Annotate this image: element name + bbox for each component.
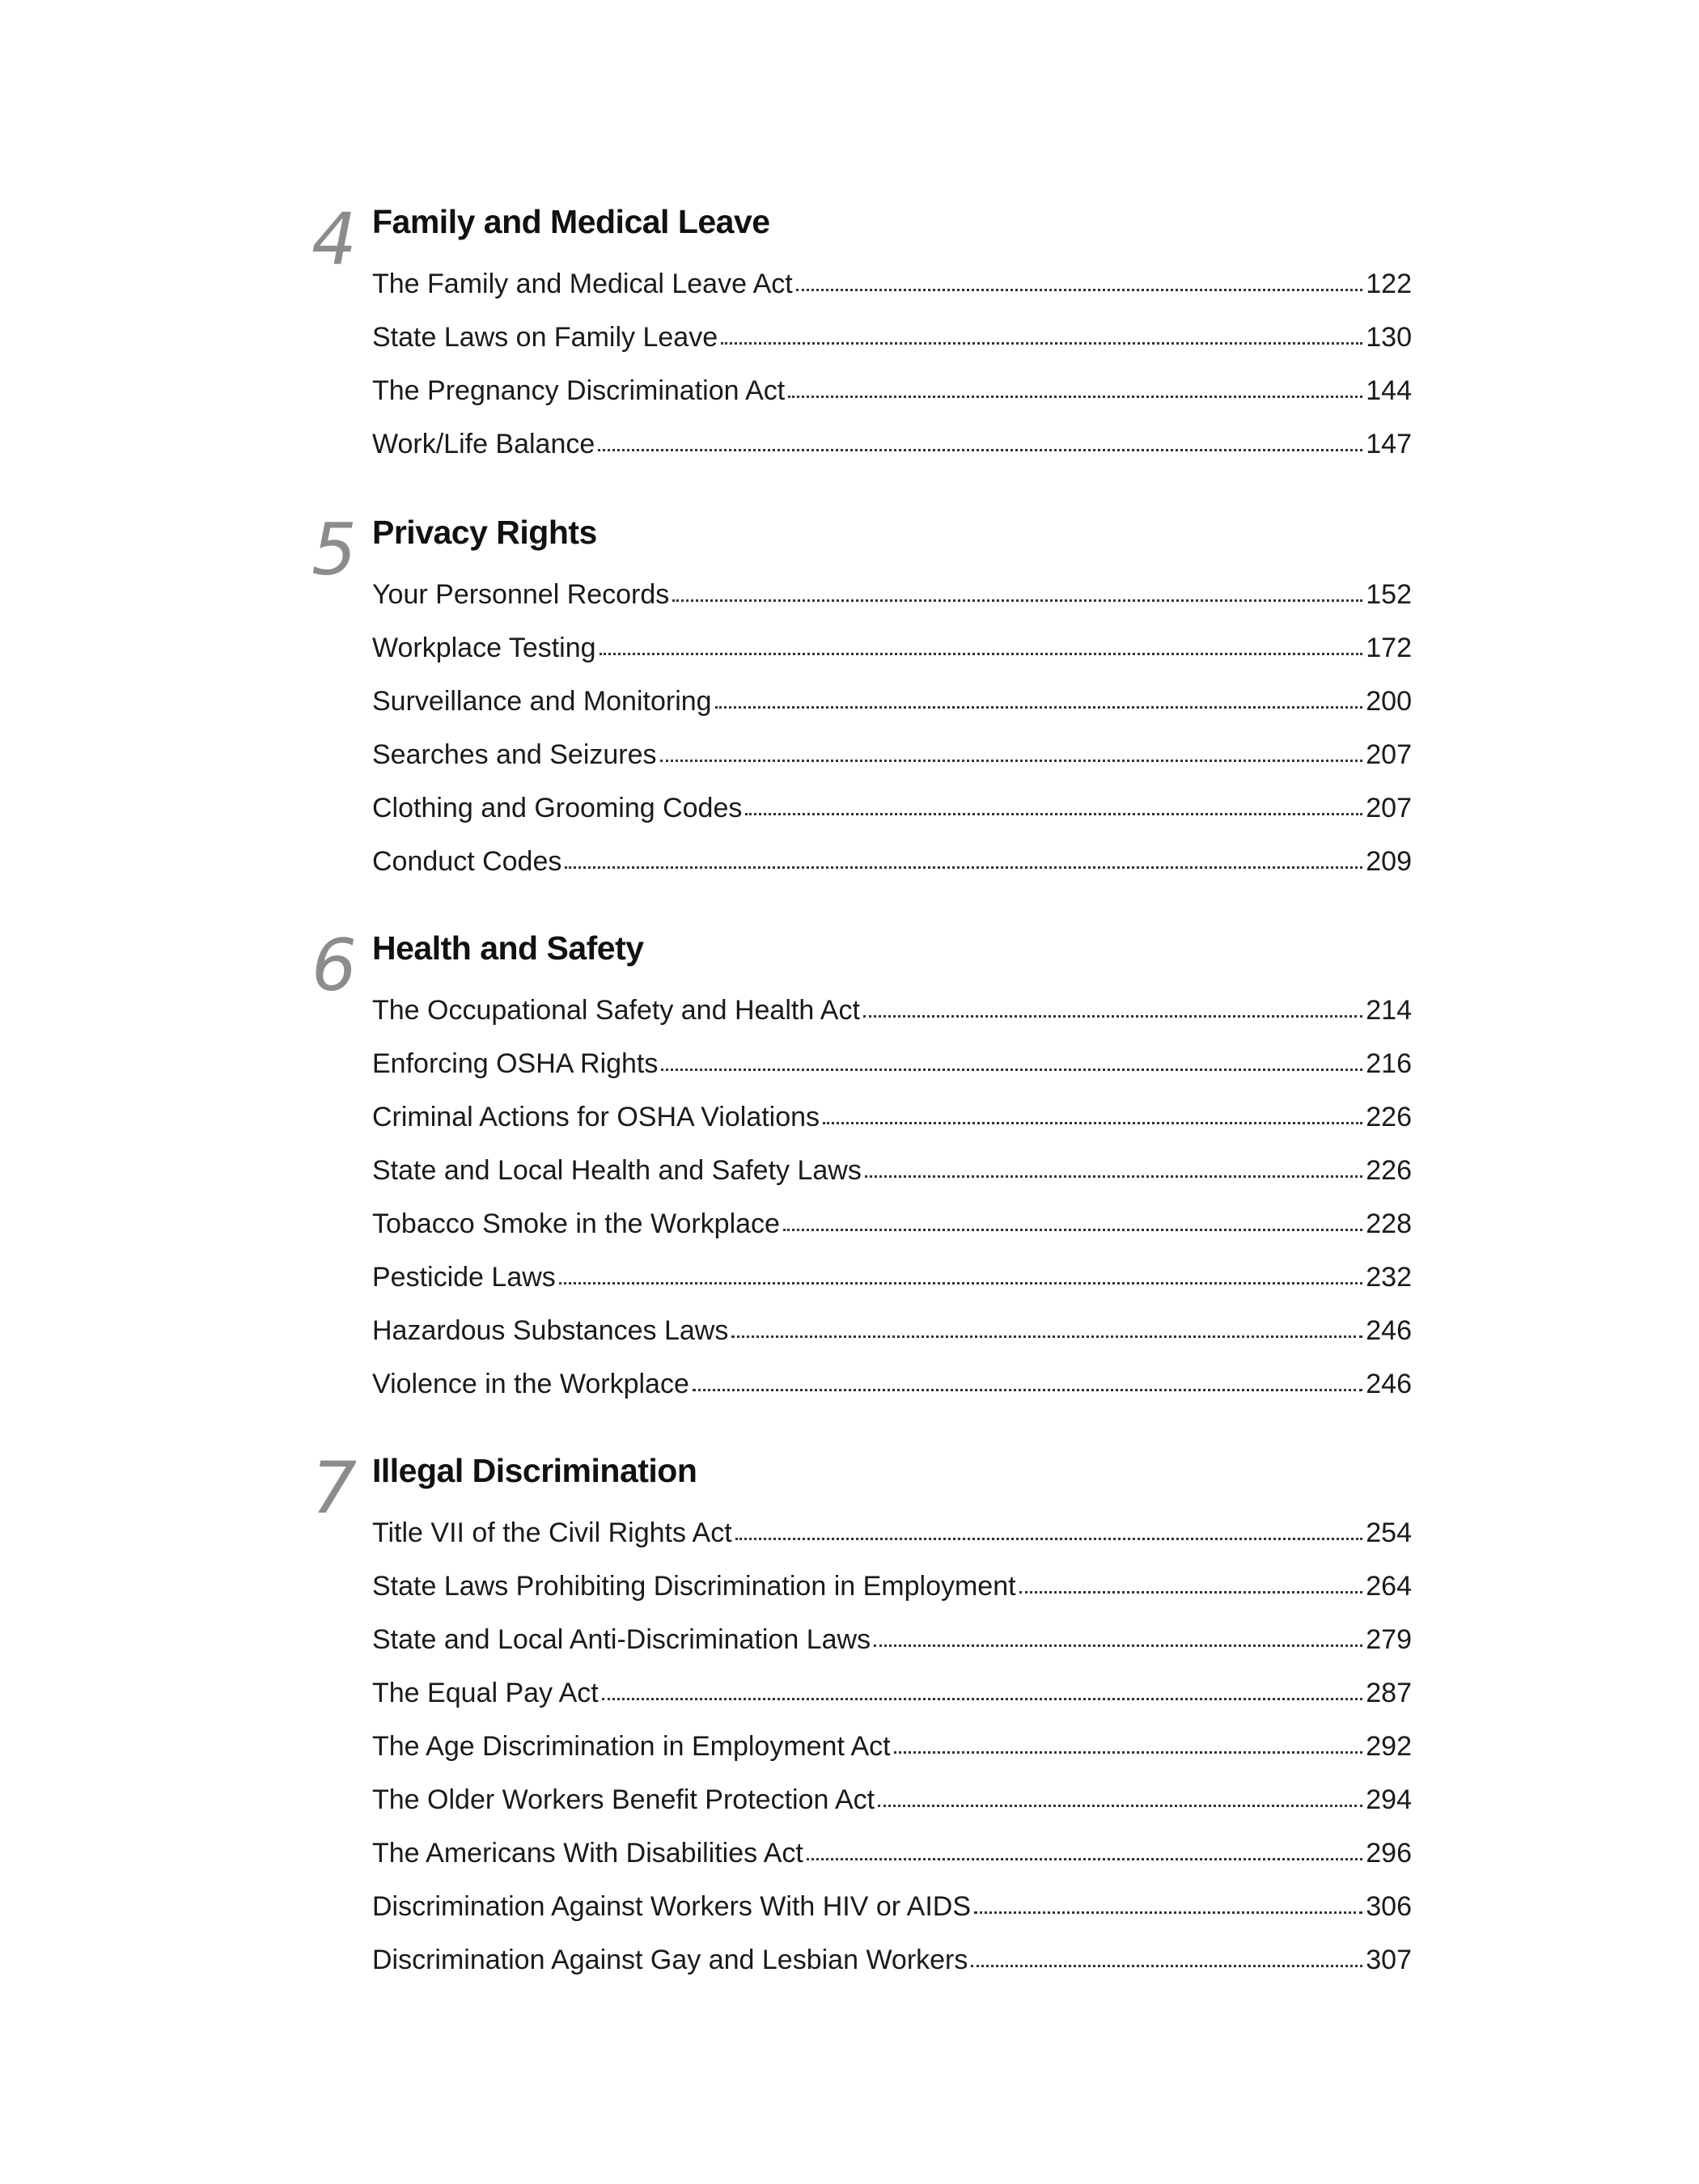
- dot-leader: [745, 813, 1362, 815]
- toc-entry-page: 207: [1366, 739, 1412, 770]
- toc-entry-title: Discrimination Against Workers With HIV or AIDS: [372, 1891, 972, 1922]
- toc-entry-page: 226: [1366, 1155, 1412, 1186]
- toc-entry-page: 296: [1366, 1838, 1412, 1869]
- dot-leader: [807, 1858, 1362, 1860]
- toc-entry-page: 246: [1366, 1315, 1412, 1346]
- chapter-number: 5: [311, 508, 357, 591]
- dot-leader: [565, 866, 1362, 869]
- toc-entry-page: 214: [1366, 995, 1412, 1026]
- toc-entry-page: 207: [1366, 793, 1412, 823]
- dot-leader: [715, 706, 1363, 709]
- toc-entry[interactable]: [372, 675, 1412, 715]
- toc-entry-title: Clothing and Grooming Codes: [372, 793, 743, 823]
- chapter-title: Family and Medical Leave: [372, 203, 770, 240]
- dot-leader: [974, 1911, 1362, 1914]
- dot-leader: [559, 1282, 1362, 1285]
- toc-entry-page: 200: [1366, 686, 1412, 717]
- toc-entry-title: Title VII of the Civil Rights Act: [372, 1517, 732, 1548]
- dot-leader: [823, 1122, 1362, 1124]
- dot-leader: [971, 1965, 1362, 1967]
- toc-entry-title: State Laws Prohibiting Discrimination in Employment: [372, 1571, 1016, 1602]
- toc-entry[interactable]: [372, 1304, 1412, 1344]
- dot-leader: [865, 1175, 1362, 1178]
- toc-entry-title: The Occupational Safety and Health Act: [372, 995, 860, 1026]
- toc-entry-title: Pesticide Laws: [372, 1262, 556, 1293]
- toc-entry-title: Enforcing OSHA Rights: [372, 1048, 659, 1079]
- toc-entry-title: Surveillance and Monitoring: [372, 686, 712, 717]
- toc-entry[interactable]: [372, 1720, 1412, 1760]
- dot-leader: [894, 1751, 1363, 1754]
- toc-entry-title: Your Personnel Records: [372, 579, 670, 610]
- toc-entry[interactable]: [372, 835, 1412, 875]
- toc-entry-title: The Family and Medical Leave Act: [372, 269, 793, 299]
- toc-entry-page: 152: [1366, 579, 1412, 610]
- toc-entry[interactable]: [372, 728, 1412, 768]
- toc-entry-page: 279: [1366, 1624, 1412, 1655]
- toc-entry-page: 264: [1366, 1571, 1412, 1602]
- toc-entry-title: Workplace Testing: [372, 633, 596, 663]
- dot-leader: [788, 396, 1362, 398]
- toc-entry-page: 306: [1366, 1891, 1412, 1922]
- toc-entry-title: The Pregnancy Discrimination Act: [372, 375, 786, 406]
- toc-entry-page: 294: [1366, 1784, 1412, 1815]
- toc-entry-page: 292: [1366, 1731, 1412, 1762]
- toc-entry-title: State and Local Anti-Discrimination Laws: [372, 1624, 871, 1655]
- toc-entry-page: 144: [1366, 375, 1412, 406]
- toc-entry[interactable]: [372, 1880, 1412, 1920]
- toc-entry[interactable]: [372, 1826, 1412, 1867]
- toc-entry-page: 254: [1366, 1517, 1412, 1548]
- toc-entry-page: 130: [1366, 322, 1412, 353]
- toc-entry[interactable]: [372, 1506, 1412, 1547]
- toc-entry-page: 172: [1366, 633, 1412, 663]
- dot-leader: [661, 1069, 1362, 1071]
- toc-entry-title: The Age Discrimination in Employment Act: [372, 1731, 891, 1762]
- toc-entry[interactable]: [372, 1933, 1412, 1974]
- toc-entry-title: Tobacco Smoke in the Workplace: [372, 1208, 780, 1239]
- toc-entry-page: 147: [1366, 429, 1412, 459]
- toc-entry-page: 122: [1366, 269, 1412, 299]
- dot-leader: [863, 1015, 1362, 1018]
- dot-leader: [1019, 1591, 1363, 1594]
- chapter-number: 4: [311, 197, 357, 281]
- toc-entry-title: Criminal Actions for OSHA Violations: [372, 1102, 820, 1132]
- dot-leader: [598, 449, 1362, 451]
- toc-entry[interactable]: [372, 621, 1412, 662]
- toc-entry[interactable]: [372, 1613, 1412, 1653]
- toc-entry-title: Discrimination Against Gay and Lesbian Workers: [372, 1945, 968, 1975]
- toc-entry[interactable]: [372, 1773, 1412, 1814]
- dot-leader: [660, 760, 1363, 762]
- toc-entry-title: Searches and Seizures: [372, 739, 657, 770]
- dot-leader: [731, 1335, 1362, 1338]
- toc-entry-title: Hazardous Substances Laws: [372, 1315, 729, 1346]
- dot-leader: [783, 1229, 1362, 1231]
- toc-entry-title: State Laws on Family Leave: [372, 322, 718, 353]
- toc-entry[interactable]: [372, 257, 1412, 298]
- toc-entry[interactable]: [372, 364, 1412, 404]
- toc-entry[interactable]: [372, 1560, 1412, 1600]
- toc-entry-title: The Equal Pay Act: [372, 1678, 599, 1708]
- toc-entry-title: State and Local Health and Safety Laws: [372, 1155, 862, 1186]
- chapter-title: Privacy Rights: [372, 514, 597, 551]
- toc-entry[interactable]: [372, 417, 1412, 458]
- toc-entry-page: 307: [1366, 1945, 1412, 1975]
- toc-entry-page: 287: [1366, 1678, 1412, 1708]
- dot-leader: [878, 1805, 1362, 1807]
- toc-entry[interactable]: [372, 1357, 1412, 1398]
- dot-leader: [693, 1389, 1362, 1391]
- chapter-number: 7: [311, 1446, 357, 1530]
- dot-leader: [600, 653, 1363, 655]
- dot-leader: [874, 1644, 1362, 1647]
- toc-entry[interactable]: [372, 568, 1412, 608]
- toc-entry-title: Work/Life Balance: [372, 429, 595, 459]
- toc-entry-title: The Older Workers Benefit Protection Act: [372, 1784, 875, 1815]
- chapter-title: Illegal Discrimination: [372, 1452, 697, 1489]
- toc-entry[interactable]: [372, 984, 1412, 1024]
- toc-entry[interactable]: [372, 1666, 1412, 1707]
- toc-entry[interactable]: [372, 1037, 1412, 1077]
- toc-entry-page: 232: [1366, 1262, 1412, 1293]
- toc-entry[interactable]: [372, 1197, 1412, 1238]
- dot-leader: [735, 1538, 1363, 1540]
- toc-entry-title: The Americans With Disabilities Act: [372, 1838, 803, 1869]
- toc-entry[interactable]: [372, 1251, 1412, 1291]
- chapter-number: 6: [311, 924, 357, 1007]
- toc-entry[interactable]: [372, 311, 1412, 351]
- dot-leader: [602, 1698, 1363, 1700]
- toc-entry-page: 226: [1366, 1102, 1412, 1132]
- toc-entry-title: Conduct Codes: [372, 846, 562, 877]
- dot-leader: [672, 599, 1362, 602]
- toc-entry-title: Violence in the Workplace: [372, 1369, 689, 1399]
- toc-entry[interactable]: [372, 781, 1412, 822]
- toc-entry-page: 246: [1366, 1369, 1412, 1399]
- dot-leader: [721, 342, 1362, 345]
- toc-entry-page: 228: [1366, 1208, 1412, 1239]
- chapter-title: Health and Safety: [372, 929, 644, 967]
- toc-entry-page: 209: [1366, 846, 1412, 877]
- toc-entry[interactable]: [372, 1144, 1412, 1184]
- toc-entry[interactable]: [372, 1090, 1412, 1131]
- toc-entry-page: 216: [1366, 1048, 1412, 1079]
- dot-leader: [796, 289, 1363, 291]
